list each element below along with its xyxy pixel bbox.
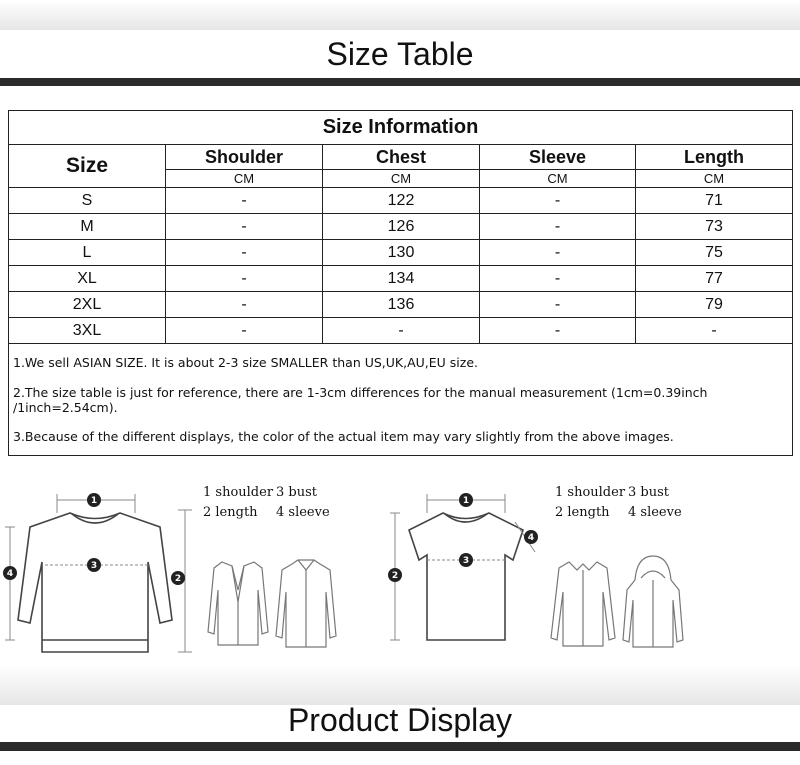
- table-title: Size Information: [9, 111, 793, 145]
- chest-cell: 122: [323, 188, 480, 214]
- legend-shoulder: 1 shoulder: [203, 485, 274, 500]
- length-header: Length: [636, 145, 793, 170]
- shoulder-cell: -: [166, 292, 323, 318]
- table-row: [9, 188, 793, 214]
- table-row: [9, 266, 793, 292]
- size-cell: M: [9, 214, 166, 240]
- unit-label: CM: [166, 170, 323, 188]
- legend-shoulder: 1 shoulder: [555, 485, 626, 500]
- marker-label-1: 1: [462, 496, 470, 506]
- product-display-heading: Product Display: [287, 702, 513, 738]
- chest-cell: 126: [323, 214, 480, 240]
- sleeve-cell: -: [480, 214, 636, 240]
- size-note: 2.The size table is just for reference, there are 1-3cm differences for the manual measurement (1cm=0.39inch /1inch=2.54cm).: [9, 381, 793, 418]
- legend-sleeve: 4 sleeve: [628, 505, 682, 520]
- sleeve-header: Sleeve: [480, 145, 636, 170]
- size-column-header: Size: [9, 145, 166, 188]
- sleeve-cell: -: [480, 266, 636, 292]
- marker-label-3: 3: [462, 556, 470, 566]
- size-cell: XL: [9, 266, 166, 292]
- legend-length: 2 length: [555, 505, 610, 520]
- size-note: 1.We sell ASIAN SIZE. It is about 2-3 size SMALLER than US,UK,AU,EU size.: [9, 344, 793, 382]
- marker-label-2: 2: [391, 571, 399, 581]
- header-gradient: [0, 0, 800, 30]
- shoulder-cell: -: [166, 266, 323, 292]
- length-cell: 73: [636, 214, 793, 240]
- table-row: [9, 214, 793, 240]
- long-sleeve-measurement-diagram: [0, 480, 200, 665]
- size-cell: 3XL: [9, 318, 166, 344]
- shoulder-cell: -: [166, 214, 323, 240]
- length-cell: -: [636, 318, 793, 344]
- length-cell: 71: [636, 188, 793, 214]
- marker-label-4: 4: [527, 533, 535, 543]
- size-cell: 2XL: [9, 292, 166, 318]
- marker-label-2: 2: [174, 574, 182, 584]
- size-cell: L: [9, 240, 166, 266]
- legend-sleeve: 4 sleeve: [276, 505, 330, 520]
- legend-bust: 3 bust: [276, 485, 317, 500]
- length-cell: 79: [636, 292, 793, 318]
- size-information-table: [8, 110, 793, 456]
- chest-cell: 136: [323, 292, 480, 318]
- shoulder-cell: -: [166, 318, 323, 344]
- shirt-hoodie-sketches: [545, 550, 695, 650]
- legend-bust: 3 bust: [628, 485, 669, 500]
- jacket-sketches: [200, 550, 350, 650]
- size-table-heading: Size Table: [326, 36, 474, 72]
- footer-gradient: [0, 665, 800, 705]
- sleeve-cell: -: [480, 240, 636, 266]
- sleeve-cell: -: [480, 318, 636, 344]
- legend-length: 2 length: [203, 505, 258, 520]
- shoulder-cell: -: [166, 240, 323, 266]
- size-cell: S: [9, 188, 166, 214]
- sleeve-cell: -: [480, 188, 636, 214]
- marker-label-3: 3: [90, 561, 98, 571]
- table-row: [9, 240, 793, 266]
- left-legend: [203, 483, 330, 523]
- unit-label: CM: [323, 170, 480, 188]
- chest-cell: -: [323, 318, 480, 344]
- tshirt-measurement-diagram: [385, 480, 545, 665]
- chest-header: Chest: [323, 145, 480, 170]
- size-note: 3.Because of the different displays, the color of the actual item may vary slightly from the above images.: [9, 418, 793, 456]
- length-cell: 77: [636, 266, 793, 292]
- footer-divider: [0, 742, 800, 751]
- length-cell: 75: [636, 240, 793, 266]
- shoulder-header: Shoulder: [166, 145, 323, 170]
- right-legend: [555, 483, 682, 523]
- marker-label-4: 4: [6, 569, 14, 579]
- chest-cell: 130: [323, 240, 480, 266]
- header-divider: [0, 78, 800, 86]
- chest-cell: 134: [323, 266, 480, 292]
- shoulder-cell: -: [166, 188, 323, 214]
- sleeve-cell: -: [480, 292, 636, 318]
- table-row: [9, 318, 793, 344]
- table-row: [9, 292, 793, 318]
- marker-label-1: 1: [90, 496, 98, 506]
- unit-label: CM: [636, 170, 793, 188]
- unit-label: CM: [480, 170, 636, 188]
